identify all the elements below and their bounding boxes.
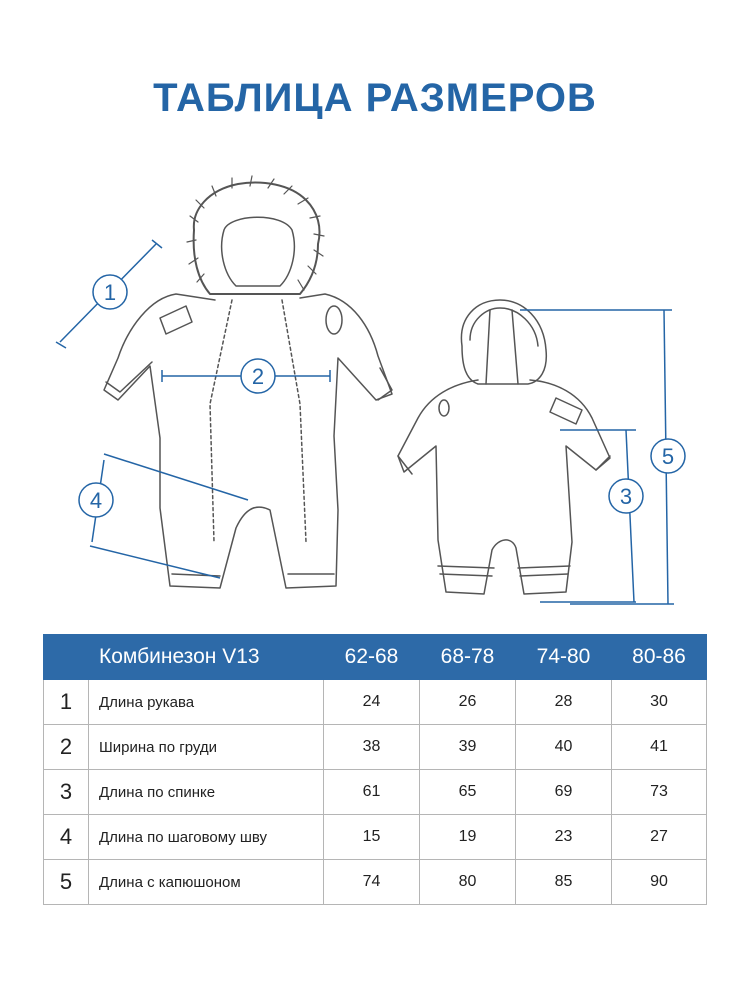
row-value: 15	[324, 815, 420, 860]
callout-label-1: 1	[103, 280, 117, 305]
table-row	[44, 860, 707, 905]
header-size-74-80: 74-80	[516, 635, 612, 680]
callout-label-2: 2	[251, 364, 265, 389]
callout-label-5: 5	[661, 444, 675, 469]
row-label: Длина по спинке	[89, 770, 324, 815]
row-label: Ширина по груди	[89, 725, 324, 770]
row-value: 41	[612, 725, 707, 770]
row-label: Длина с капюшоном	[89, 860, 324, 905]
row-value: 65	[420, 770, 516, 815]
header-size-68-78: 68-78	[420, 635, 516, 680]
header-size-80-86: 80-86	[612, 635, 707, 680]
row-value: 27	[612, 815, 707, 860]
row-number: 3	[44, 770, 89, 815]
row-value: 26	[420, 680, 516, 725]
back-length-dimension-line	[626, 430, 634, 602]
row-number: 1	[44, 680, 89, 725]
callout-label-4: 4	[89, 488, 103, 513]
row-value: 23	[516, 815, 612, 860]
callout-4	[79, 483, 113, 517]
row-value: 28	[516, 680, 612, 725]
row-value: 24	[324, 680, 420, 725]
row-value: 80	[420, 860, 516, 905]
row-value: 38	[324, 725, 420, 770]
row-number: 4	[44, 815, 89, 860]
jumpsuit-diagram	[0, 170, 750, 620]
row-number: 5	[44, 860, 89, 905]
table-row	[44, 770, 707, 815]
table-row	[44, 680, 707, 725]
row-value: 85	[516, 860, 612, 905]
callout-label-3: 3	[619, 484, 633, 509]
table-row	[44, 725, 707, 770]
row-value: 19	[420, 815, 516, 860]
row-value: 39	[420, 725, 516, 770]
back-jumpsuit-illustration	[398, 300, 610, 594]
row-value: 73	[612, 770, 707, 815]
size-table	[43, 634, 707, 905]
header-number-cell	[44, 635, 89, 680]
page-title: ТАБЛИЦА РАЗМЕРОВ	[153, 76, 597, 120]
row-value: 61	[324, 770, 420, 815]
row-value: 40	[516, 725, 612, 770]
header-product-name: Комбинезон V13	[89, 635, 324, 680]
row-value: 30	[612, 680, 707, 725]
row-label: Длина рукава	[89, 680, 324, 725]
row-value: 74	[324, 860, 420, 905]
header-size-62-68: 62-68	[324, 635, 420, 680]
row-number: 2	[44, 725, 89, 770]
callout-1	[93, 275, 127, 309]
callout-5	[651, 439, 685, 473]
table-row	[44, 815, 707, 860]
row-label: Длина по шаговому шву	[89, 815, 324, 860]
callout-3	[609, 479, 643, 513]
row-value: 69	[516, 770, 612, 815]
table-header-row	[44, 635, 707, 680]
row-value: 90	[612, 860, 707, 905]
callout-2	[241, 359, 275, 393]
